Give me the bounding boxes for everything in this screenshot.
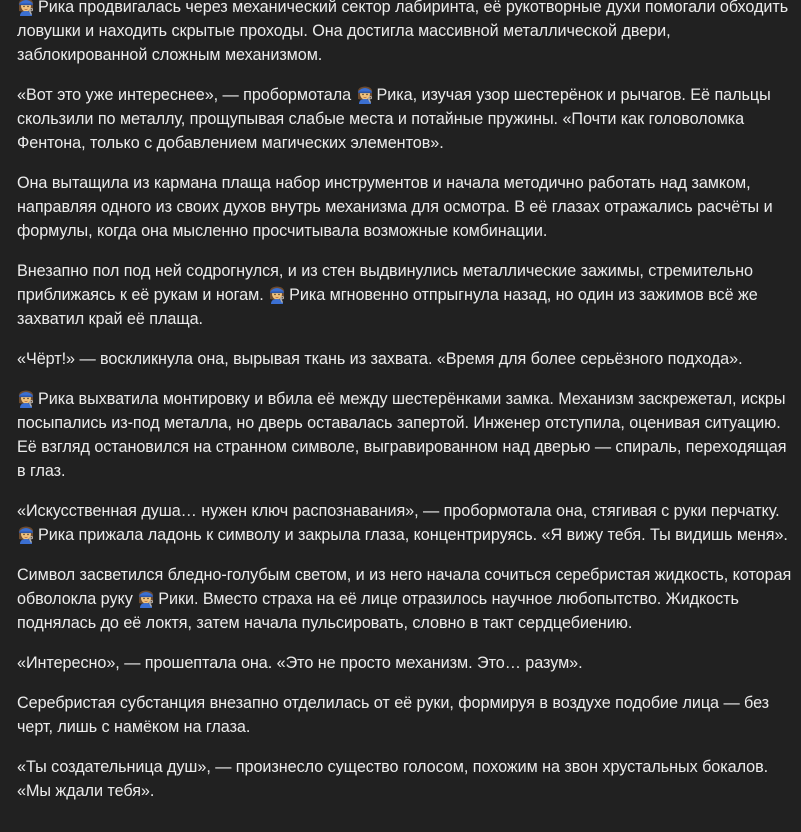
story-text-segment: Рика выхватила монтировку и вбила её между шестерёнками замка. Механизм заскрежетал, искры посыпались из-под металла, но дверь оставалась запертой. Инженер отступила, оценивая ситуацию. Её взгляд остановился на странном символе, выгравированном над дверью — спираль, переходящая в глаз. (17, 390, 787, 480)
story-text-segment: Рика продвигалась через механический сектор лабиринта, её рукотворные духи помогали обходить ловушки и находить скрытые проходы. Она достигла массивной металлической двери, заблокированной сложным механизмом. (17, 0, 789, 64)
story-paragraph (17, 387, 797, 483)
story-text-segment: «Чёрт!» — воскликнула она, вырывая ткань из захвата. «Время для более серьёзного подхода». (17, 350, 743, 368)
story-text-segment: Внезапно пол под ней содрогнулся, и из стен выдвинулись металлические зажимы, стремительно приближаясь к её рукам и ногам. (17, 262, 753, 304)
woman-mechanic-emoji (17, 0, 35, 16)
story-text-segment: Рики. Вместо страха на её лице отразилось научное любопытство. Жидкость поднялась до её локтя, затем начала пульсировать, словно в такт сердцебиению. (17, 590, 739, 632)
story-paragraph (17, 499, 797, 547)
story-text-segment: Рика, изучая узор шестерёнок и рычагов. Её пальцы скользили по металлу, прощупывая слабые места и потайные пружины. «Почти как головоломка Фентона, только с добавлением магических элементов». (17, 86, 771, 152)
woman-mechanic-emoji (17, 389, 35, 408)
story-text-segment: «Интересно», — прошептала она. «Это не просто механизм. Это… разум». (17, 654, 583, 672)
story-paragraph (17, 651, 797, 675)
story-text-segment: Рика прижала ладонь к символу и закрыла глаза, концентрируясь. «Я вижу тебя. Ты видишь меня». (38, 526, 788, 544)
story-paragraph (17, 171, 797, 243)
story-text-segment: «Ты создательница душ», — произнесло существо голосом, похожим на звон хрустальных бокалов. «Мы ждали тебя». (17, 758, 769, 800)
story-paragraph (17, 563, 797, 635)
story-paragraph (17, 83, 797, 155)
story-paragraph (17, 347, 797, 371)
story-paragraph (17, 755, 797, 803)
story-text-segment: Символ засветился бледно-голубым светом, и из него начала сочиться серебристая жидкость, которая обволокла руку (17, 566, 792, 608)
story-paragraph (17, 0, 797, 67)
story-paragraph (17, 691, 797, 739)
woman-mechanic-emoji (137, 589, 155, 608)
story-text-segment: Она вытащила из кармана плаща набор инструментов и начала методично работать над замком, направляя одного из своих духов внутрь механизма для осмотра. В её глазах отражались расчёты и формулы, когда она мысленно просчитывала возможные комбинации. (17, 174, 773, 240)
woman-mechanic-emoji (268, 285, 286, 304)
story-text (17, 0, 797, 819)
story-text-segment: Рика мгновенно отпрыгнула назад, но один из зажимов всё же захватил край её плаща. (17, 286, 758, 328)
story-text-segment: Серебристая субстанция внезапно отделилась от её руки, формируя в воздухе подобие лица — без черт, лишь с намёком на глаза. (17, 694, 770, 736)
story-text-segment: «Вот это уже интереснее», — пробормотала (17, 86, 356, 104)
story-paragraph (17, 259, 797, 331)
story-text-segment: «Искусственная душа… нужен ключ распознавания», — пробормотала она, стягивая с руки перчатку. (17, 502, 780, 520)
woman-mechanic-emoji (356, 85, 374, 104)
woman-mechanic-emoji (17, 525, 35, 544)
